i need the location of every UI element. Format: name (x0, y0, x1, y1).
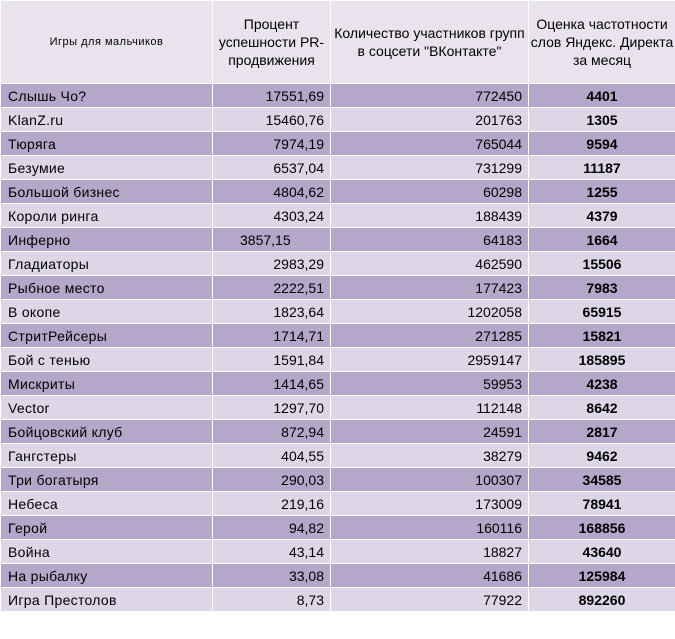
pr-value: 1591,84 (213, 348, 331, 372)
yandex-value: 8642 (529, 396, 675, 420)
table-row (1, 108, 675, 132)
vk-value: 765044 (331, 132, 529, 156)
game-name: Три богатыря (1, 468, 213, 492)
table-row (1, 444, 675, 468)
vk-value: 271285 (331, 324, 529, 348)
yandex-value: 43640 (529, 540, 675, 564)
table-row (1, 492, 675, 516)
pr-value: 2222,51 (213, 276, 331, 300)
yandex-value: 34585 (529, 468, 675, 492)
pr-value: 6537,04 (213, 156, 331, 180)
header-games: Игры для мальчиков (1, 1, 213, 84)
game-name: Бой с тенью (1, 348, 213, 372)
vk-value: 24591 (331, 420, 529, 444)
pr-value: 33,08 (213, 564, 331, 588)
table-body (1, 84, 675, 612)
pr-value: 219,16 (213, 492, 331, 516)
yandex-value: 4238 (529, 372, 675, 396)
pr-value: 3857,15 (213, 228, 331, 252)
table-row (1, 324, 675, 348)
yandex-value: 78941 (529, 492, 675, 516)
table-row (1, 516, 675, 540)
yandex-value: 65915 (529, 300, 675, 324)
yandex-value: 2817 (529, 420, 675, 444)
game-name: На рыбалку (1, 564, 213, 588)
pr-value: 1414,65 (213, 372, 331, 396)
vk-value: 18827 (331, 540, 529, 564)
pr-value: 8,73 (213, 588, 331, 612)
yandex-value: 9594 (529, 132, 675, 156)
table-row (1, 132, 675, 156)
game-name: Небеса (1, 492, 213, 516)
table-row (1, 468, 675, 492)
header-vk-members: Количество участников групп в соцсети "ВКонтакте" (331, 1, 529, 84)
game-name: Герой (1, 516, 213, 540)
vk-value: 731299 (331, 156, 529, 180)
game-name: Бойцовский клуб (1, 420, 213, 444)
vk-value: 201763 (331, 108, 529, 132)
header-row (1, 1, 675, 84)
pr-value: 1297,70 (213, 396, 331, 420)
table-row (1, 300, 675, 324)
table-row (1, 276, 675, 300)
yandex-value: 168856 (529, 516, 675, 540)
vk-value: 41686 (331, 564, 529, 588)
game-name: Мискриты (1, 372, 213, 396)
game-name: Гангстеры (1, 444, 213, 468)
vk-value: 100307 (331, 468, 529, 492)
yandex-value: 4401 (529, 84, 675, 108)
vk-value: 188439 (331, 204, 529, 228)
yandex-value: 11187 (529, 156, 675, 180)
yandex-value: 1255 (529, 180, 675, 204)
yandex-value: 1305 (529, 108, 675, 132)
pr-value: 17551,69 (213, 84, 331, 108)
table-row (1, 84, 675, 108)
vk-value: 64183 (331, 228, 529, 252)
vk-value: 173009 (331, 492, 529, 516)
table-row (1, 228, 675, 252)
table-row (1, 204, 675, 228)
table-row (1, 564, 675, 588)
yandex-value: 7983 (529, 276, 675, 300)
vk-value: 772450 (331, 84, 529, 108)
pr-value: 1823,64 (213, 300, 331, 324)
table-row (1, 588, 675, 612)
vk-value: 112148 (331, 396, 529, 420)
pr-value: 4303,24 (213, 204, 331, 228)
game-name: Большой бизнес (1, 180, 213, 204)
pr-value: 404,55 (213, 444, 331, 468)
table-row (1, 420, 675, 444)
pr-value: 872,94 (213, 420, 331, 444)
pr-value: 15460,76 (213, 108, 331, 132)
yandex-value: 9462 (529, 444, 675, 468)
vk-value: 1202058 (331, 300, 529, 324)
header-pr-success: Процент успешности PR-продвижения (213, 1, 331, 84)
vk-value: 2959147 (331, 348, 529, 372)
vk-value: 59953 (331, 372, 529, 396)
game-name: Слышь Чо? (1, 84, 213, 108)
game-name: Короли ринга (1, 204, 213, 228)
header-yandex-frequency: Оценка частотности слов Яндекс. Директа за месяц (529, 1, 675, 84)
game-name: KlanZ.ru (1, 108, 213, 132)
vk-value: 177423 (331, 276, 529, 300)
game-name: Vector (1, 396, 213, 420)
table-row (1, 540, 675, 564)
game-name: В окопе (1, 300, 213, 324)
table-row (1, 252, 675, 276)
pr-value: 7974,19 (213, 132, 331, 156)
table-row (1, 396, 675, 420)
game-name: Игра Престолов (1, 588, 213, 612)
table-row (1, 348, 675, 372)
pr-value: 2983,29 (213, 252, 331, 276)
vk-value: 77922 (331, 588, 529, 612)
vk-value: 38279 (331, 444, 529, 468)
game-name: Тюряга (1, 132, 213, 156)
table-row (1, 180, 675, 204)
vk-value: 60298 (331, 180, 529, 204)
table-row (1, 156, 675, 180)
game-name: Рыбное место (1, 276, 213, 300)
game-name: Инферно (1, 228, 213, 252)
yandex-value: 4379 (529, 204, 675, 228)
vk-value: 160116 (331, 516, 529, 540)
pr-value: 1714,71 (213, 324, 331, 348)
game-name: Безумие (1, 156, 213, 180)
vk-value: 462590 (331, 252, 529, 276)
pr-value: 43,14 (213, 540, 331, 564)
game-name: Гладиаторы (1, 252, 213, 276)
yandex-value: 125984 (529, 564, 675, 588)
table-row (1, 372, 675, 396)
yandex-value: 185895 (529, 348, 675, 372)
yandex-value: 15821 (529, 324, 675, 348)
game-name: СтритРейсеры (1, 324, 213, 348)
pr-value: 290,03 (213, 468, 331, 492)
pr-value: 94,82 (213, 516, 331, 540)
yandex-value: 892260 (529, 588, 675, 612)
yandex-value: 15506 (529, 252, 675, 276)
pr-value: 4804,62 (213, 180, 331, 204)
game-name: Война (1, 540, 213, 564)
yandex-value: 1664 (529, 228, 675, 252)
